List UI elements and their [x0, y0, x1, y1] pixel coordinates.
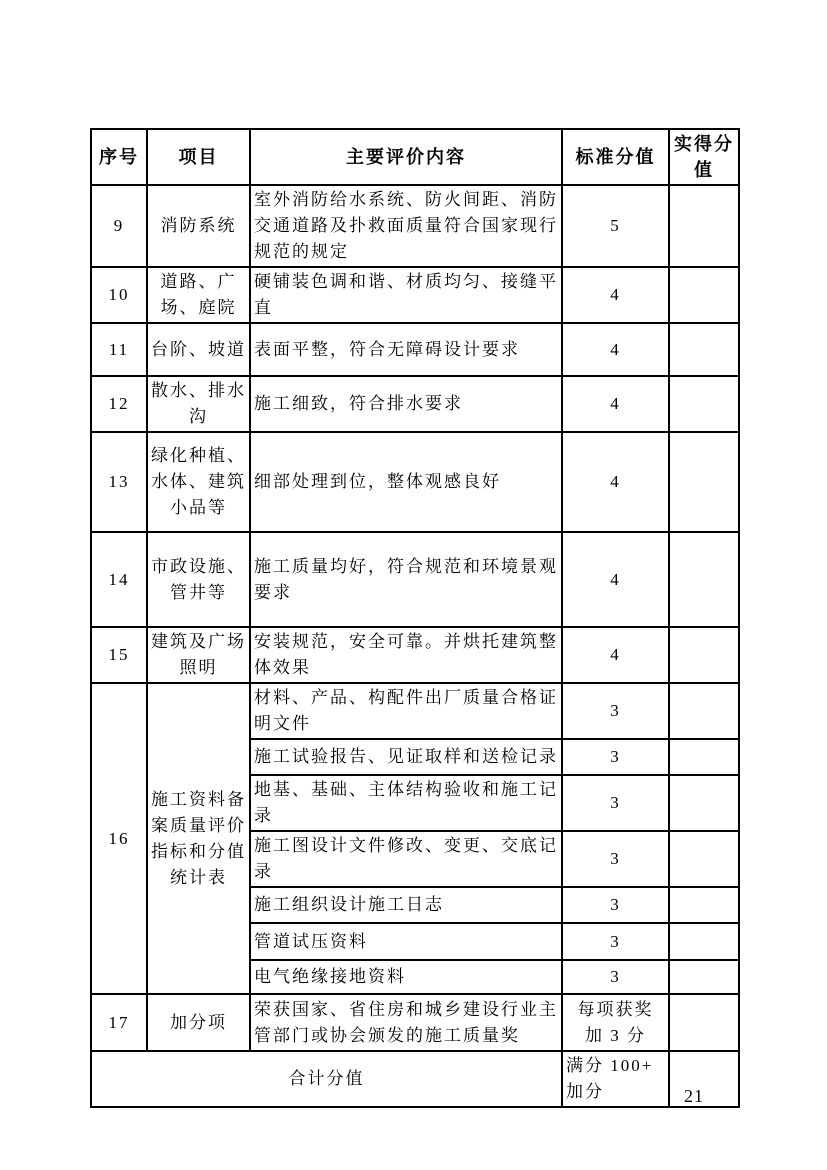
row-item: 散水、排水沟 [147, 376, 250, 432]
row-content: 管道试压资料 [250, 923, 562, 960]
row-no: 15 [91, 627, 147, 683]
row-score [562, 994, 669, 1051]
actual-score-cell [669, 432, 739, 532]
row-score: 3 [562, 775, 669, 831]
row-no: 11 [91, 323, 147, 376]
page-number: 21 [684, 1086, 704, 1106]
row-score: 3 [562, 683, 669, 739]
total-score-line-1: 满分 100+ [566, 1056, 654, 1075]
table-row-12 [91, 376, 739, 432]
row-content: 安装规范，安全可靠。并烘托建筑整体效果 [250, 627, 562, 683]
actual-score-cell [669, 627, 739, 683]
row-content: 施工组织设计施工日志 [250, 887, 562, 923]
row-item: 建筑及广场照明 [147, 627, 250, 683]
row-content: 硬铺装色调和谐、材质均匀、接缝平直 [250, 267, 562, 323]
row-score: 3 [562, 960, 669, 994]
total-label: 合计分值 [91, 1051, 562, 1107]
row-item: 道路、广场、庭院 [147, 267, 250, 323]
actual-score-cell [669, 267, 739, 323]
actual-score-cell [669, 532, 739, 627]
row-content: 电气绝缘接地资料 [250, 960, 562, 994]
header-no: 序号 [91, 129, 147, 185]
row-no: 16 [91, 683, 147, 994]
row-score: 4 [562, 432, 669, 532]
row-item: 施工资料备案质量评价指标和分值统计表 [147, 683, 250, 994]
bonus-score-line-1: 每项获奖 [577, 999, 654, 1019]
row-score: 4 [562, 532, 669, 627]
row-score: 3 [562, 887, 669, 923]
row-score: 3 [562, 923, 669, 960]
row-content: 细部处理到位，整体观感良好 [250, 432, 562, 532]
actual-score-cell [669, 960, 739, 994]
row-item: 绿化种植、水体、建筑小品等 [147, 432, 250, 532]
header-content: 主要评价内容 [250, 129, 562, 185]
actual-score-cell [669, 323, 739, 376]
row-score: 3 [562, 831, 669, 887]
table-row-10 [91, 267, 739, 323]
actual-score-cell [669, 185, 739, 267]
row-item: 消防系统 [147, 185, 250, 267]
row-content: 施工细致，符合排水要求 [250, 376, 562, 432]
actual-score-cell [669, 376, 739, 432]
row-content: 表面平整，符合无障碍设计要求 [250, 323, 562, 376]
bonus-score-line-2: 加 3 分 [585, 1025, 646, 1045]
row-item: 加分项 [147, 994, 250, 1051]
actual-score-cell [669, 683, 739, 739]
row-score: 4 [562, 267, 669, 323]
row-no: 10 [91, 267, 147, 323]
table-row-14 [91, 532, 739, 627]
row-item: 市政设施、管井等 [147, 532, 250, 627]
header-standard-score: 标准分值 [562, 129, 669, 185]
actual-score-cell [669, 739, 739, 775]
row-score: 5 [562, 185, 669, 267]
total-row [91, 1051, 739, 1107]
row-content: 地基、基础、主体结构验收和施工记录 [250, 775, 562, 831]
row-item: 台阶、坡道 [147, 323, 250, 376]
table-row-9 [91, 185, 739, 267]
row-content: 材料、产品、构配件出厂质量合格证明文件 [250, 683, 562, 739]
actual-score-cell [669, 775, 739, 831]
actual-score-cell [669, 923, 739, 960]
total-score [562, 1051, 669, 1107]
row-no: 12 [91, 376, 147, 432]
row-no: 13 [91, 432, 147, 532]
row-content: 室外消防给水系统、防火间距、消防交通道路及扑救面质量符合国家现行规范的规定 [250, 185, 562, 267]
row-content: 施工试验报告、见证取样和送检记录 [250, 739, 562, 775]
row-score: 4 [562, 376, 669, 432]
header-actual-score: 实得分值 [669, 129, 739, 185]
row-no: 9 [91, 185, 147, 267]
table-row-16-sub-1 [91, 683, 739, 739]
table-row-17 [91, 994, 739, 1051]
table-row-11 [91, 323, 739, 376]
evaluation-table [90, 128, 740, 1108]
row-score: 3 [562, 739, 669, 775]
row-content: 施工图设计文件修改、变更、交底记录 [250, 831, 562, 887]
row-no: 14 [91, 532, 147, 627]
actual-score-cell [669, 1051, 739, 1107]
table-row-13 [91, 432, 739, 532]
row-no: 17 [91, 994, 147, 1051]
total-score-line-2: 加分 [566, 1082, 604, 1101]
row-content: 施工质量均好，符合规范和环境景观要求 [250, 532, 562, 627]
actual-score-cell [669, 887, 739, 923]
row-score: 4 [562, 323, 669, 376]
table-row-15 [91, 627, 739, 683]
row-score: 4 [562, 627, 669, 683]
actual-score-cell [669, 831, 739, 887]
header-item: 项目 [147, 129, 250, 185]
header-row [91, 129, 739, 185]
row-content: 荣获国家、省住房和城乡建设行业主管部门或协会颁发的施工质量奖 [250, 994, 562, 1051]
actual-score-cell [669, 994, 739, 1051]
